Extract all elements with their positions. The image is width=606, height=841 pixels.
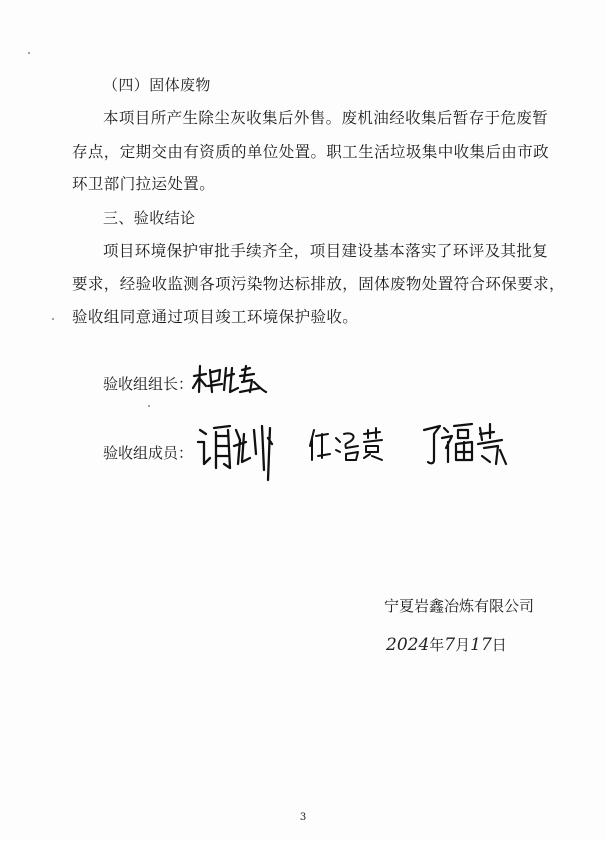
date-day-suffix: 日 [491, 636, 507, 654]
paragraph-line: 存点，定期交由有资质的单位处置。职工生活垃圾集中收集后由市政 [72, 143, 550, 161]
paragraph-line: 要求，经验收监测各项污染物达标排放，固体废物处置符合环保要求， [72, 275, 565, 293]
scan-speck [148, 405, 150, 407]
paragraph-line: 环卫部门拉运处置。 [72, 175, 216, 193]
section-four-heading: （四）固体废物 [103, 76, 211, 94]
paragraph-line: 项目环境保护审批手续齐全，项目建设基本落实了环评及其批复 [103, 242, 549, 260]
members-label: 验收组成员： [103, 444, 194, 462]
section-three-heading: 三、验收结论 [103, 209, 196, 227]
member-signature-2 [306, 426, 392, 466]
document-date [386, 633, 507, 657]
page-number: 3 [299, 812, 307, 823]
date-month: 7 [444, 635, 456, 655]
date-year: 2024 [386, 635, 430, 655]
date-month-suffix: 月 [455, 636, 471, 654]
date-year-suffix: 年 [429, 636, 445, 654]
member-signature-3 [420, 420, 516, 470]
company-name: 宁夏岩鑫冶炼有限公司 [384, 597, 535, 615]
scan-speck [52, 318, 54, 320]
date-day: 17 [470, 635, 492, 655]
leader-signature [190, 362, 270, 398]
paragraph-line: 本项目所产生除尘灰收集后外售。废机油经收集后暂存于危废暂 [103, 109, 549, 127]
leader-label: 验收组组长： [103, 375, 194, 393]
scan-speck [28, 52, 30, 54]
paragraph-line: 验收组同意通过项目竣工环境保护验收。 [72, 308, 359, 326]
member-signature-1 [196, 424, 286, 484]
